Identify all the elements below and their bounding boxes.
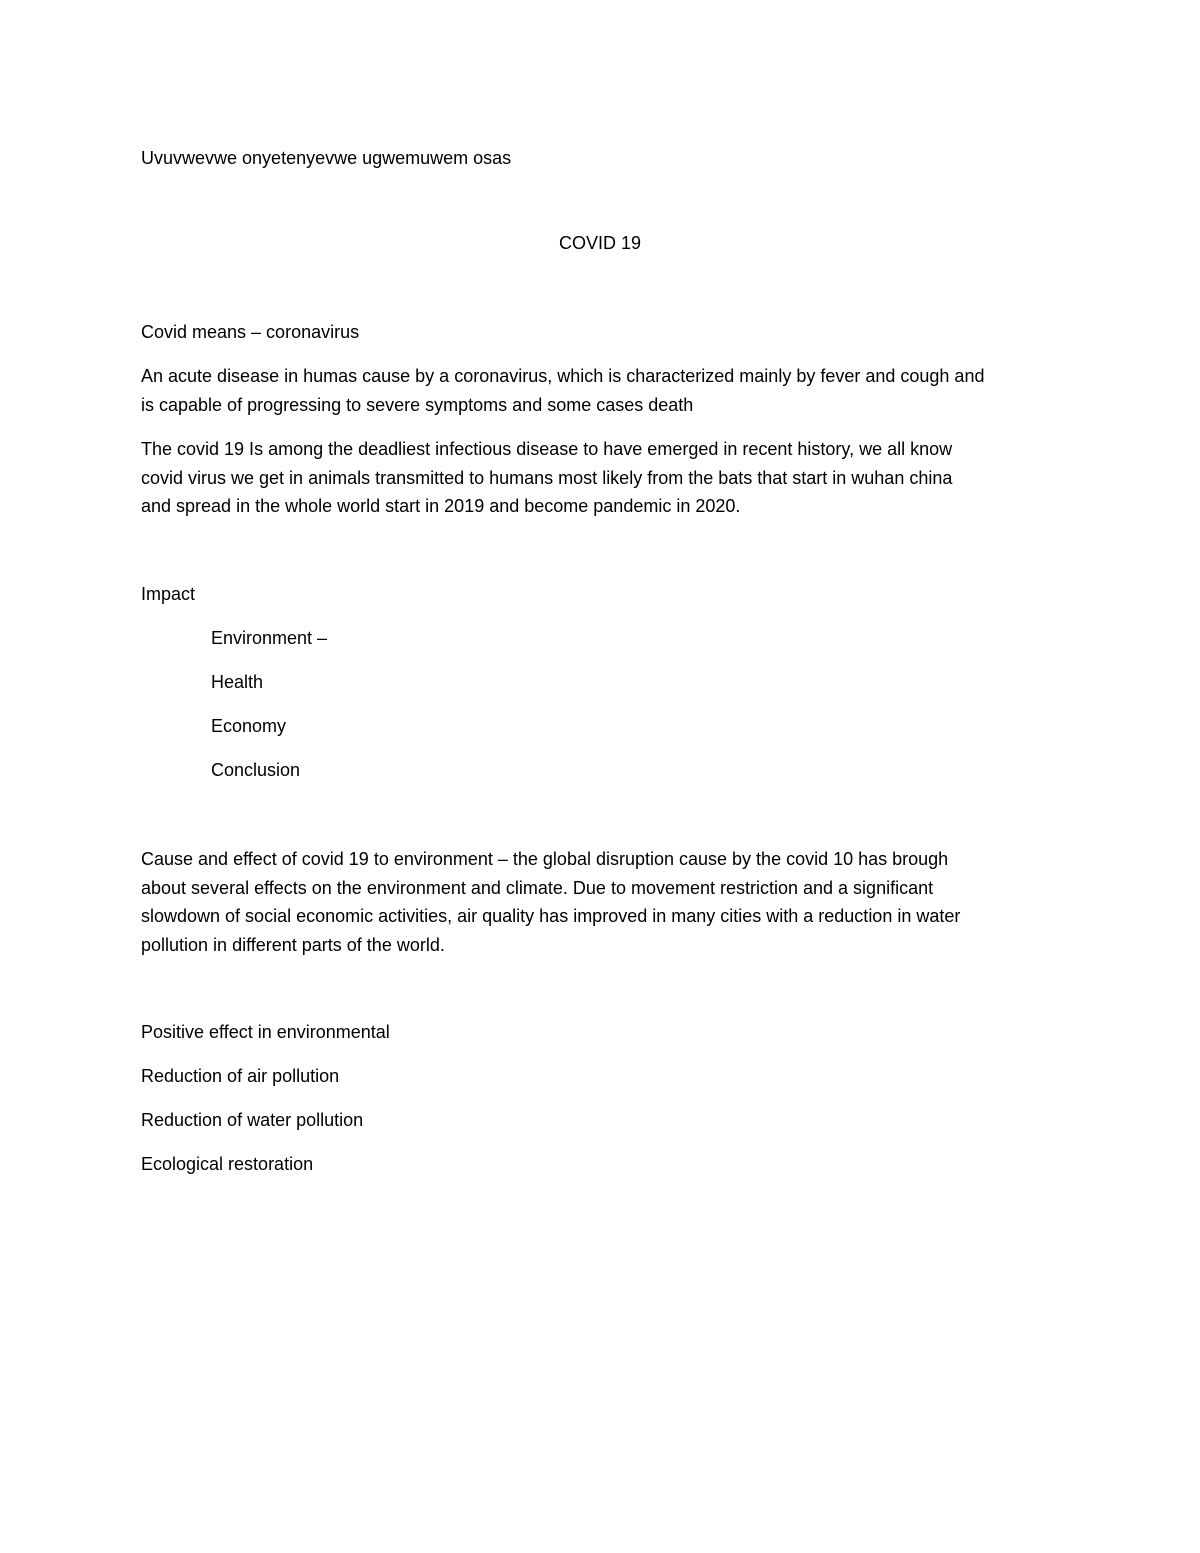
cause-effect-line: slowdown of social economic activities, air quality has improved in many cities with a reduction in water [141,906,961,926]
cause-effect-line: about several effects on the environment and climate. Due to movement restriction and a significant [141,877,934,898]
author-line: Uvuvwevwe onyetenyevwe ugwemuwem osas [141,148,512,168]
history-line: The covid 19 Is among the deadliest infectious disease to have emerged in recent history, we all know [141,439,953,459]
positive-effect-item: Reduction of air pollution [141,1066,340,1086]
impact-item: Environment – [211,628,328,648]
definition-paragraph [141,362,1071,419]
cause-effect-paragraph [141,845,1071,959]
impact-item: Health [211,672,264,692]
document-title: COVID 19 [558,233,642,253]
history-line: covid virus we get in animals transmitted to humans most likely from the bats that start in wuhan china [141,467,953,488]
positive-effects-heading: Positive effect in environmental [141,1022,390,1042]
impact-item: Economy [211,716,287,736]
cause-effect-line: pollution in different parts of the world. [141,934,445,955]
impact-item: Conclusion [211,760,301,780]
history-paragraph [141,435,1071,521]
definition-line: is capable of progressing to severe symptoms and some cases death [141,394,694,415]
history-line: and spread in the whole world start in 2019 and become pandemic in 2020. [141,496,741,516]
definition-line: An acute disease in humas cause by a coronavirus, which is characterized mainly by fever and cough and [141,366,985,386]
cause-effect-line: Cause and effect of covid 19 to environment – the global disruption cause by the covid 10 has brough [141,849,949,869]
positive-effect-item: Reduction of water pollution [141,1110,364,1130]
definition-heading: Covid means – coronavirus [141,322,360,342]
positive-effect-item: Ecological restoration [141,1154,314,1174]
impact-heading: Impact [141,584,196,604]
